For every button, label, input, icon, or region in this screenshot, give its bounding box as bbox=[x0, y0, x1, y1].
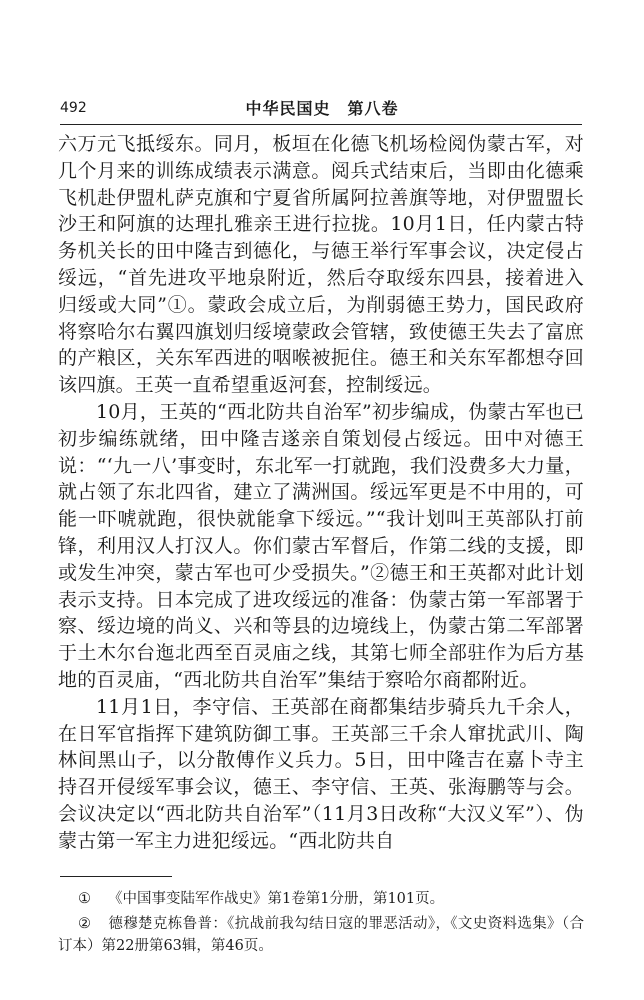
paragraph-2: 10月，王英的“西北防共自治军”初步编成，伪蒙古军也已初步编练就绪，田中隆吉遂亲自策划侵占绥远。田中对德王说：“‘九一八’事变时，东北军一打就跑，我们没费多大力量，就占领了东北四省，建立了满洲国。绥远军更是不中用的，可能一吓唬就跑，很快就能拿下绥远。”“我计划叫王英部队打前锋，利用汉人打汉人。你们蒙古军督后，作第二线的支援，即或发生冲突，蒙古军也可少受损失。”②德王和王英都对此计划表示支持。日本完成了进攻绥远的准备：伪蒙古第一军部署于察、绥边境的尚义、兴和等县的边境线上，伪蒙古第二军部署于土木尔台迤北西至百灵庙之线，其第七师全部驻作为后方基地的百灵庙，“西北防共自治军”集结于察哈尔商都附近。 bbox=[58, 400, 584, 691]
footnote-2-text: 德穆楚克栋鲁普：《抗战前我勾结日寇的罪恶活动》，《文史资料选集》（合订本）第22册第63辑，第46页。 bbox=[58, 916, 584, 954]
running-title: 中华民国史 第八卷 bbox=[245, 99, 399, 118]
footnote-1 bbox=[58, 888, 584, 910]
footnote-2 bbox=[58, 913, 584, 957]
footnote-1-mark: ① bbox=[78, 891, 91, 907]
footnote-2-mark: ② bbox=[78, 916, 91, 932]
paragraph-3: 11月1日，李守信、王英部在商都集结步骑兵九千余人，在日军官指挥下建筑防御工事。王英部三千余人窜扰武川、陶林间黑山子，以分散傅作义兵力。5日，田中隆吉在嘉卜寺主持召开侵绥军事会议，德王、李守信、王英、张海鹏等与会。会议决定以“西北防共自治军”（11月3日改称“大汉义军”）、伪蒙古第一军主力进犯绥远。“西北防共自 bbox=[58, 695, 584, 852]
header-rule bbox=[60, 124, 582, 125]
footnote-1-text: 《中国事变陆军作战史》第1卷第1分册，第101页。 bbox=[108, 891, 445, 907]
paragraph-1: 六万元飞抵绥东。同月，板垣在化德飞机场检阅伪蒙古军，对几个月来的训练成绩表示满意。阅兵式结束后，当即由化德乘飞机赴伊盟札萨克旗和宁夏省所属阿拉善旗等地，对伊盟盟长沙王和阿旗的达理扎雅亲王进行拉拢。10月1日，任内蒙古特务机关长的田中隆吉到德化，与德王举行军事会议，决定侵占绥远，“首先进攻平地泉附近，然后夺取绥东四县，接着进入归绥或大同”①。蒙政会成立后，为削弱德王势力，国民政府将察哈尔右翼四旗划归绥境蒙政会管辖，致使德王失去了富庶的产粮区，关东军西进的咽喉被扼住。德王和关东军都想夺回该四旗。王英一直希望重返河套，控制绥远。 bbox=[58, 133, 584, 397]
body-text bbox=[58, 131, 584, 855]
page-number: 492 bbox=[60, 100, 87, 116]
footnote-rule bbox=[60, 876, 172, 877]
page-header bbox=[60, 96, 584, 122]
footnotes bbox=[58, 888, 584, 960]
